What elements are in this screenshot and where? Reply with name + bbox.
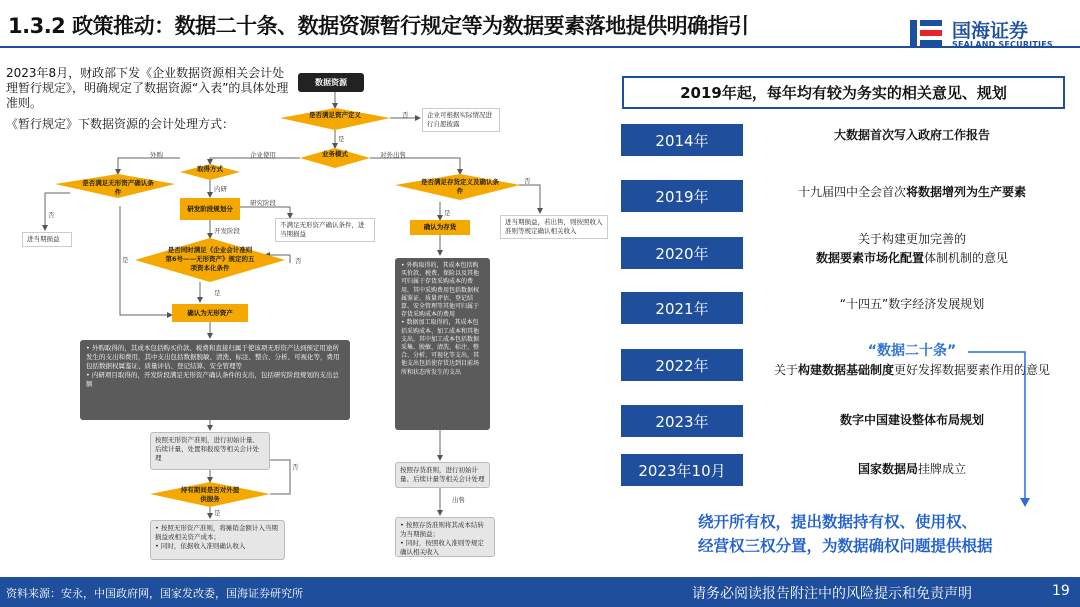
timeline-year: 2023年10月 (621, 454, 743, 486)
footer-disclaimer: 请务必阅读报告附注中的风险提示和免责声明 (692, 586, 972, 602)
flow-intangible-service-note: • 按照无形资产准则，将摊销金额计入当期损益或相关资产成本； • 同时，依据收入准则确认收入 (150, 520, 285, 560)
flow-label-internal-use: 企业使用 (250, 151, 276, 159)
flow-not-intangible-note: 不满足无形资产确认条件，进当期损益 (275, 218, 375, 242)
page-title: 1.3.2 政策推动：数据二十条、数据资源暂行规定等为数据要素落地提供明确指引 (8, 14, 749, 38)
timeline-year: 2022年 (621, 349, 743, 381)
page-number: 19 (1052, 583, 1070, 599)
timeline-event: 数字中国建设整体布局规划 (839, 413, 984, 427)
flow-label-sale: 出售 (452, 496, 465, 504)
flow-label-outsourced: 外购 (150, 151, 163, 159)
flow-q-provide-service: 持有期间是否对外提供服务 (180, 486, 240, 503)
timeline-year: 2014年 (621, 124, 743, 156)
flow-note-voluntary-disclosure: 企业可根据实际情况进行自愿披露 (422, 108, 500, 132)
flow-rd-stage: 研发阶段规划分 (180, 198, 240, 220)
flow-label-yes-1: 是 (338, 135, 345, 143)
flow-label-dev-stage: 开发阶段 (214, 227, 240, 235)
flow-business-model: 业务模式 (322, 150, 348, 158)
timeline-event: “十四五”数字经济发展规划 (839, 297, 985, 311)
flow-label-internal-rd: 内研 (214, 185, 227, 193)
timeline-event: “数据二十条” 关于构建数据基础制度更好发挥数据要素作用的意见 (773, 343, 1051, 377)
flow-label-no-service: 否 (292, 463, 299, 471)
flow-expense-right-note: 进当期损益，若出售，则按照收入准则等规定确认相关收入 (500, 215, 608, 239)
data-twenty-highlight: “数据二十条” (867, 343, 957, 359)
logo-chinese-name: 国海证券 (952, 20, 1029, 42)
timeline-year: 2019年 (621, 180, 743, 212)
intro-paragraph-1: 2023年8月，财政部下发《企业数据资源相关会计处理暂行规定》，明确规定了数据资源“入表”的具体处理准则。 (6, 66, 289, 110)
logo-english-name: SEALAND SECURITIES (952, 40, 1053, 49)
timeline-event: 十九届四中全会首次将数据增列为生产要素 (797, 185, 1027, 199)
flowchart-connectors (0, 70, 610, 570)
flow-q-asset-definition: 是否满足资产定义 (309, 111, 361, 119)
flow-label-external-sale: 对外出售 (380, 151, 406, 159)
footer-bar (0, 577, 1080, 607)
conclusion-text: 绕开所有权，提出数据持有权、使用权、 经营权三权分置，为数据确权问题提供根据 (698, 513, 993, 555)
flow-label-no-mid: 否 (295, 257, 302, 265)
flow-intangible-measure: 按照无形资产准则，进行初始计量、后续计量、处置和报废等相关会计处理 (150, 432, 270, 470)
flow-label-research-stage: 研究阶段 (250, 199, 276, 207)
flow-inventory-cost-note: • 外购取得的，其成本包括购买价款、税费、保险以及其他可归属于存货采购成本的费用，其中采购费用包括数据权属鉴证、质量评估、登记结算、安全管理等其他可归属于存货采购成本的费用 • 数据加工取得的，其成本包括采购成本、加工成本和其他支出，其中加工成本包括数据采集、脱敏、清洗、标注、整合、分析、可视化等支出，其他支出包括使存货达到目前场所和状态所发生的支出 (395, 258, 490, 430)
flow-start-node: 数据资源 (298, 73, 364, 92)
timeline-year: 2020年 (621, 237, 743, 269)
flow-confirm-inventory: 确认为存货 (410, 220, 470, 235)
flow-label-yes-left: 是 (122, 256, 129, 264)
timeline-year: 2023年 (621, 405, 743, 437)
flow-label-no-1: 否 (402, 111, 409, 119)
sealand-logo (908, 16, 1078, 56)
flow-label-no-right: 否 (524, 177, 531, 185)
flow-label-yes-right: 是 (444, 209, 451, 217)
flow-label-no-left: 否 (48, 211, 55, 219)
flow-label-yes-mid: 是 (214, 289, 221, 297)
timeline-header: 2019年起，每年均有较为务实的相关意见、规划 (622, 76, 1065, 109)
flow-confirm-intangible: 确认为无形资产 (172, 304, 248, 322)
timeline-year: 2021年 (621, 292, 743, 324)
timeline-event: 关于构建更加完善的 数据要素市场化配置体制机制的意见 (815, 232, 1009, 265)
sealand-logo-icon (908, 16, 944, 52)
intro-paragraph-2: 《暂行规定》下数据资源的会计处理方式： (6, 117, 235, 131)
flow-intangible-cost-note: • 外购取得的，其成本包括购买价款、税费和直接归属于使该项无形资产达到预定用途所发生的支出和费用，其中支出包括数据脱敏、清洗、标注、整合、分析、可视化等，费用包括数据权属鉴证、质量评估、登记结算、安全管理等 • 内研项目取得的，开发阶段满足无形资产确认条件的支出，包括研究阶段规划的支出总额 (80, 340, 350, 420)
flow-q-intangible-conditions: 是否满足无形资产确认条件 (82, 179, 154, 196)
flow-label-yes-service: 是 (214, 509, 221, 517)
accounting-flowchart (0, 70, 610, 570)
flow-acquire-method: 取得方式 (197, 165, 223, 173)
timeline-event: 国家数据局挂牌成立 (857, 462, 967, 476)
flow-inventory-sale-note: • 按照存货准则将其成本结转为当期损益； • 同时，按照收入准则等规定确认相关收入 (395, 517, 495, 557)
timeline-event: 大数据首次写入政府工作报告 (833, 128, 990, 142)
flow-q-inventory-definition: 是否满足存货定义及确认条件 (421, 178, 499, 195)
flow-inventory-measure: 按照存货准则，进行初始计量、后续计量等相关会计处理 (395, 462, 490, 488)
flow-q-five-conditions: 是否同时满足《企业会计准则第6号——无形资产》规定的五项资本化条件 (165, 246, 255, 272)
footer-source: 资料来源：安永，中国政府网，国家发改委，国海证券研究所 (6, 587, 303, 600)
flow-expense-left: 进当期损益 (22, 232, 72, 247)
